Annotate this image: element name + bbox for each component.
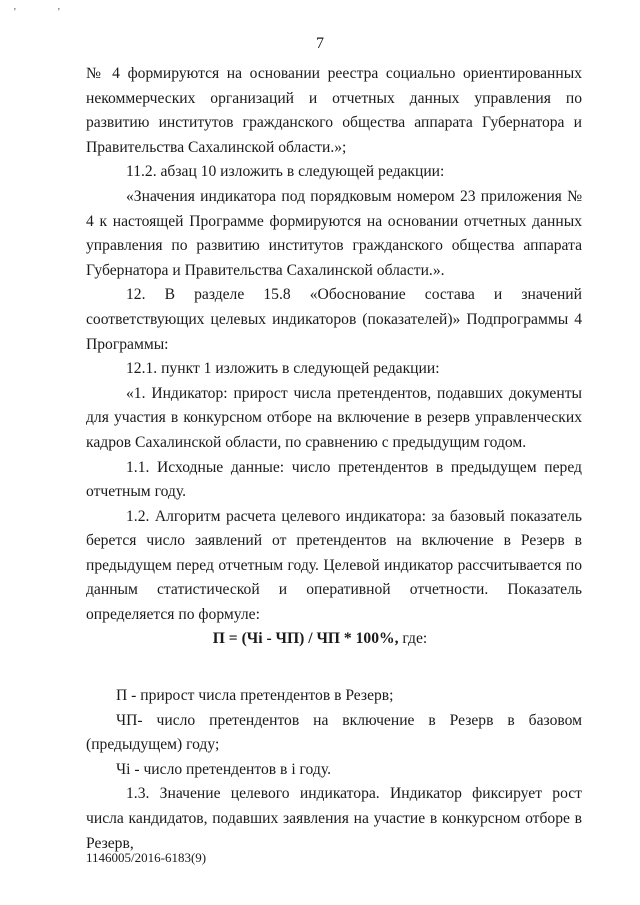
paragraph-1-2: 1.2. Алгоритм расчета целевого индикатора: за базовый показатель берется число заявлений от претендентов на включение в Резерв в предыдущем перед отчетным году. Целевой индикатор рассчитывается по данным статистической и оперативной отчетности. Показатель определяется по формуле: [86, 507, 582, 624]
formula [0, 628, 640, 650]
paragraph-11-2: 11.2. абзац 10 изложить в следующей редакции: [126, 163, 445, 181]
document-body [86, 62, 582, 628]
legend-item-chp: ЧП- число претендентов на включение в Резерв в базовом (предыдущем) году; [86, 711, 582, 754]
page-number: 7 [316, 35, 324, 52]
scan-mark-right: ' [58, 7, 60, 18]
paragraph-12-1: 12.1. пункт 1 изложить в следующей редакции: [126, 360, 440, 378]
formula-legend [86, 684, 582, 856]
paragraph-1-1: 1.1. Исходные данные: число претендентов в предыдущем перед отчетным году. [86, 458, 582, 501]
document-code: 1146005/2016-6183(9) [86, 850, 207, 865]
paragraph-indicator-1: «1. Индикатор: прирост числа претендентов, подавших документы для участия в конкурсном отборе на включение в резерв управленческих кадров Сахалинской области, по сравнению с предыдущим годом. [86, 384, 582, 451]
legend-item-p: П - прирост числа претендентов в Резерв; [116, 687, 394, 704]
paragraph-12: 12. В разделе 15.8 «Обоснование состава и значений соответствующих целевых индикаторов (показателей)» Подпрограммы 4 Программы: [86, 286, 582, 353]
paragraph-1-3: 1.3. Значение целевого индикатора. Индикатор фиксирует рост числа кандидатов, подавших заявления на участие в конкурсном отборе в Резерв, [86, 785, 582, 852]
formula-suffix: где: [398, 630, 428, 647]
legend-item-chi: Чi - число претендентов в i году. [116, 760, 331, 778]
paragraph-continuation: № 4 формируются на основании реестра социально ориентированных некоммерческих организаций и отчетных данных управления по развитию институтов гражданского общества аппарата Губернатора и Правительства Сахалинской области.»; [86, 65, 582, 156]
paragraph-quote-indicator-23: «Значения индикатора под порядковым номером 23 приложения № 4 к настоящей Программе формируются на основании отчетных данных управления по развитию институтов гражданского общества аппарата Губернатора и Правительства Сахалинской области.». [86, 187, 582, 279]
scan-mark-left: ' [14, 7, 16, 18]
formula-expression: П = (Чi - ЧП) / ЧП * 100%, [212, 630, 399, 647]
